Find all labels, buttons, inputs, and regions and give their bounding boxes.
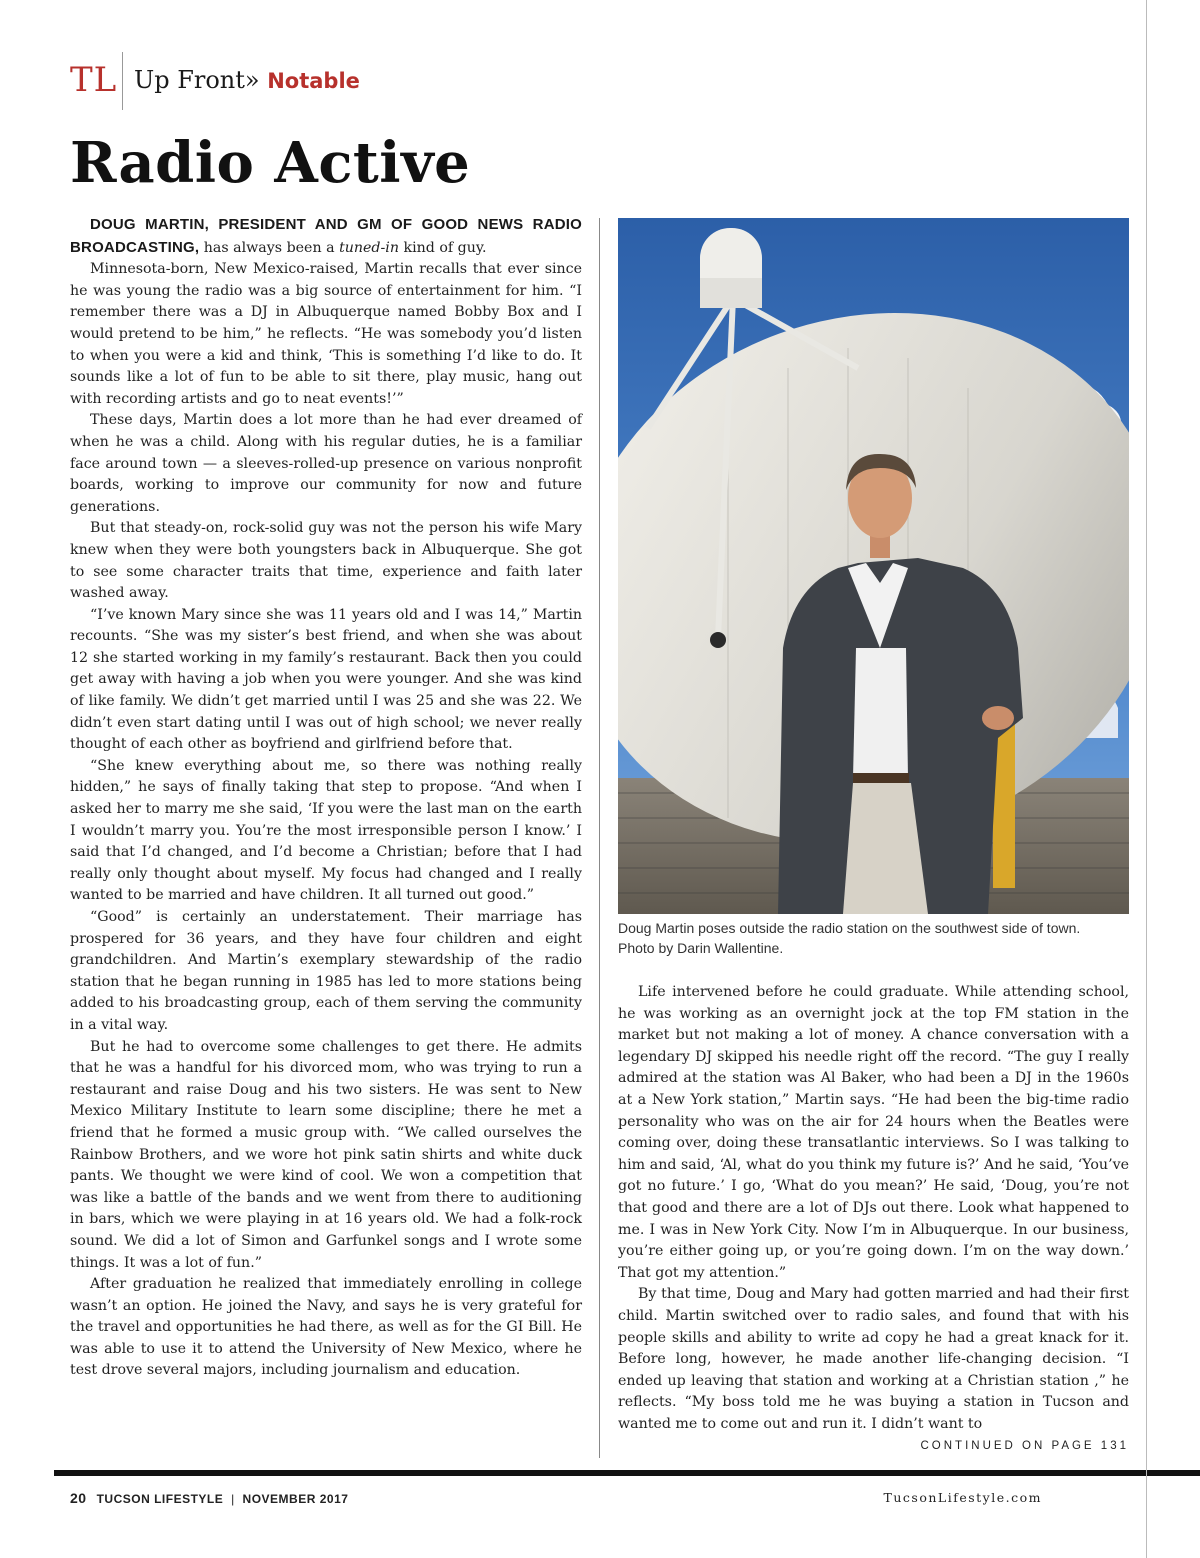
lead-text-1: has always been a <box>199 239 340 256</box>
paragraph: After graduation he realized that immediately enrolling in college wasn’t an option. He joined the Navy, and says he is very grateful for the travel and opportunities he had there, as well as for the GI Bill. He was able to use it to attend the University of New Mexico, where he test drove several majors, including journalism and education. <box>70 1276 582 1379</box>
magazine-name: TUCSON LIFESTYLE <box>96 1492 224 1506</box>
continued-note: CONTINUED ON PAGE 131 <box>920 1440 1129 1452</box>
footer-rule <box>54 1470 1200 1476</box>
lead-paragraph <box>70 214 582 259</box>
section-label <box>134 66 360 94</box>
paragraph: These days, Martin does a lot more than he had ever dreamed of when he was a child. Along with his regular duties, he is a familiar face around town — a sleeves-rolled-up presence on various nonprofit boards, working to improve our community for now and future generations. <box>70 412 582 515</box>
paragraph: “I’ve known Mary since she was 11 years old and I was 14,” Martin recounts. “She was my sister’s best friend, and when she was about 12 she started working in my family’s restaurant. Back then you could get away with having a job when you were younger. And she was kind of like family. We didn’t get married until I was 25 and she was 22. We didn’t even start dating until I was out of high school; we never really thought of each other as boyfriend and girlfriend before that. <box>70 606 582 753</box>
section-name: Up Front» <box>134 66 260 94</box>
page-edge <box>1146 0 1147 1558</box>
header-divider <box>122 52 123 110</box>
paragraph: But he had to overcome some challenges to get there. He admits that he was a handful for his divorced mom, who was trying to run a restaurant and raise Doug and his two sisters. He was sent to New Mexico Military Institute to learn some discipline; there he met a friend that he formed a music group with. “We called ourselves the Rainbow Brothers, and we wore hot pink satin shirts and white duck pants. We thought we were kind of cool. We won a competition that was like a battle of the bands and we went from there to auditioning in bars, which we were playing in at 16 years old. We had a folk-rock sound. We did a lot of Simon and Garfunkel songs and I wrote some things. It was a lot of fun.” <box>70 1038 582 1271</box>
paragraph: “Good” is certainly an understatement. Their marriage has prospered for 36 years, and they have four children and eight grandchildren. And Martin’s exemplary stewardship of the radio station that he began running in 1985 has led to more stations being added to his broadcasting group, each of them serving the community in a vital way. <box>70 909 582 1033</box>
lead-caps: DOUG MARTIN, PRESIDENT AND GM OF GOOD NEWS RADIO BROADCASTING, <box>70 216 582 256</box>
photo-illustration <box>618 218 1129 914</box>
paragraph: By that time, Doug and Mary had gotten married and had their first child. Martin switched over to radio sales, and found that with his people skills and ability to write ad copy he had a great knack for it. Before long, however, he made another life-changing decision. “I ended up leaving that station and working at a Christian station ,” he reflects. “My boss told me he was buying a station in Tucson and wanted me to come out and run it. I didn’t want to <box>618 1286 1129 1432</box>
website-link[interactable]: TucsonLifestyle.com <box>883 1490 1042 1505</box>
article-column-left <box>70 214 582 1382</box>
page-number: 20 <box>70 1490 87 1506</box>
paragraph: “She knew everything about me, so there was nothing really hidden,” he says of finally taking that step to propose. “And when I asked her to marry me she said, ‘If you were the last man on the earth I wouldn’t marry you. You’re the most irresponsible person I know.’ I said that I’d changed, and I’d become a Christian; before that I had really only thought about myself. My focus had changed and I really wanted to be married and have children. It all turned out good.” <box>70 757 582 904</box>
magazine-logo: TL <box>70 60 118 100</box>
article-title: Radio Active <box>70 130 471 196</box>
article-photo <box>618 218 1129 914</box>
paragraph: But that steady-on, rock-solid guy was not the person his wife Mary knew when they were both youngsters back in Albuquerque. She got to see some character traits that time, experience and faith later washed away. <box>70 520 582 602</box>
lead-text-2: kind of guy. <box>399 239 487 256</box>
folio-separator: | <box>227 1492 239 1506</box>
paragraph: Life intervened before he could graduate. While attending school, he was working as an overnight jock at the top FM station in the market but not making a lot of money. A chance conversation with a legendary DJ skipped his needle right off the record. “The guy I really admired at the station was Al Baker, who had been a DJ in the 1960s at a New York station,” Martin says. “He had been the big-time radio personality who was on the air for 24 hours when the Beatles were coming over, doing these transatlantic interviews. So I was talking to him and said, ‘Al, what do you think my future is?’ And he said, ‘You’ve got no future.’ I go, ‘What do you mean?’ He said, ‘Doug, you’re not that good and there are a lot of DJs out there. Look what happened to me. I was in New York City. Now I’m in Albuquerque. In our business, you’re either going up, or you’re going down. I’m on the way down.’ That got my attention.” <box>618 984 1129 1281</box>
lead-italic: tuned-in <box>339 239 399 256</box>
column-divider <box>599 218 600 1458</box>
photo-caption: Doug Martin poses outside the radio station on the southwest side of town. Photo by Darin Wallentine. <box>618 920 1081 956</box>
subsection-name: Notable <box>267 69 360 93</box>
issue-date: NOVEMBER 2017 <box>242 1492 349 1506</box>
folio <box>70 1490 348 1506</box>
paragraph: Minnesota-born, New Mexico-raised, Martin recalls that ever since he was young the radio was a big source of entertainment for him. “I remember there was a DJ in Albuquerque named Bobby Box and I would pretend to be him,” he reflects. “He was somebody you’d listen to when you were a kid and think, ‘This is something I’d like to do. It sounds like a lot of fun to be able to sit there, play music, hang out with recording artists and go to neat events!’” <box>70 261 582 407</box>
article-column-right <box>618 982 1129 1435</box>
